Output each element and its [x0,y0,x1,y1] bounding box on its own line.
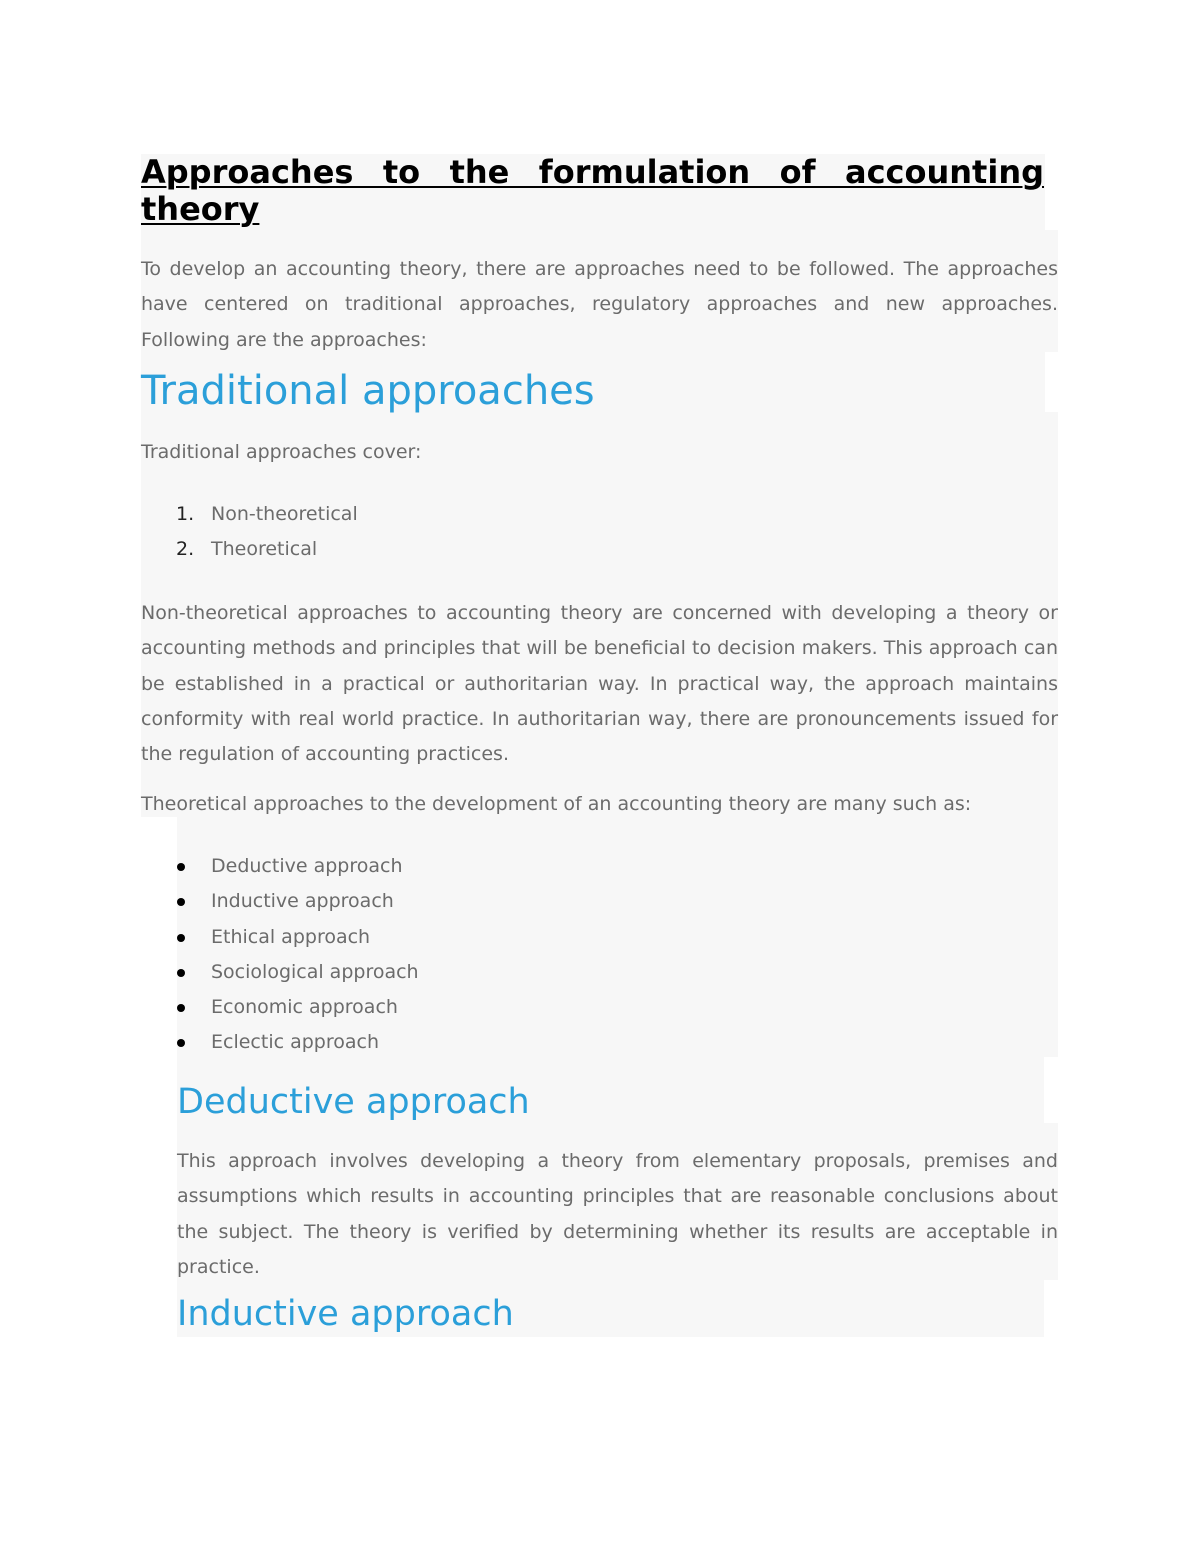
list-item-text: Economic approach [211,996,398,1019]
bullet-icon [177,863,185,871]
deductive-paragraph: This approach involves developing a theory from elementary proposals, premises and assumptions which results in accounting principles that are reasonable conclusions about the subject. The theory is verified by determining whether its results are acceptable in practice. [177,1150,1058,1278]
deductive-approach-heading: Deductive approach [177,1082,530,1122]
list-item [141,920,1058,955]
list-item-text: Sociological approach [211,960,419,983]
list-item [141,884,1058,919]
list-item [141,990,1058,1025]
traditional-approaches-heading: Traditional approaches [141,368,595,414]
bullet-icon [177,934,185,942]
list-number: 1. [176,503,195,525]
list-item [141,955,1058,990]
list-item [141,849,1058,884]
list-item-text: Eclectic approach [211,1031,379,1054]
non-theoretical-paragraph: Non-theoretical approaches to accounting theory are concerned with developing a theory or accounting methods and principles that will be beneficial to decision makers. This approach can be established in a practical or authoritarian way. In practical way, the approach maintains conformity with real world practice. In authoritarian way, there are pronouncements issued for the regulation of accounting practices. [141,602,1058,766]
document-title: Approaches to the formulation of accounting theory [141,153,1044,228]
traditional-numbered-list [141,497,1058,568]
list-number: 2. [176,538,195,561]
list-item-text: Non-theoretical [211,503,358,525]
list-item [141,1025,1058,1060]
list-item [141,532,1058,567]
bullet-icon [177,898,185,906]
list-item-text: Theoretical [211,538,318,561]
theoretical-bullet-list [141,849,1058,1061]
inductive-approach-heading: Inductive approach [177,1294,514,1334]
list-item [141,497,1058,532]
theoretical-lead: Theoretical approaches to the development of an accounting theory are many such as: [141,793,972,815]
bullet-icon [177,1039,185,1047]
traditional-lead: Traditional approaches cover: [141,441,422,463]
list-item-text: Deductive approach [211,855,403,877]
list-item-text: Inductive approach [211,890,394,913]
list-item-text: Ethical approach [211,925,371,948]
intro-paragraph: To develop an accounting theory, there are approaches need to be followed. The approaches have centered on traditional approaches, regulatory approaches and new approaches. Following are the approaches: [141,258,1058,351]
bullet-icon [177,969,185,977]
bullet-icon [177,1004,185,1012]
